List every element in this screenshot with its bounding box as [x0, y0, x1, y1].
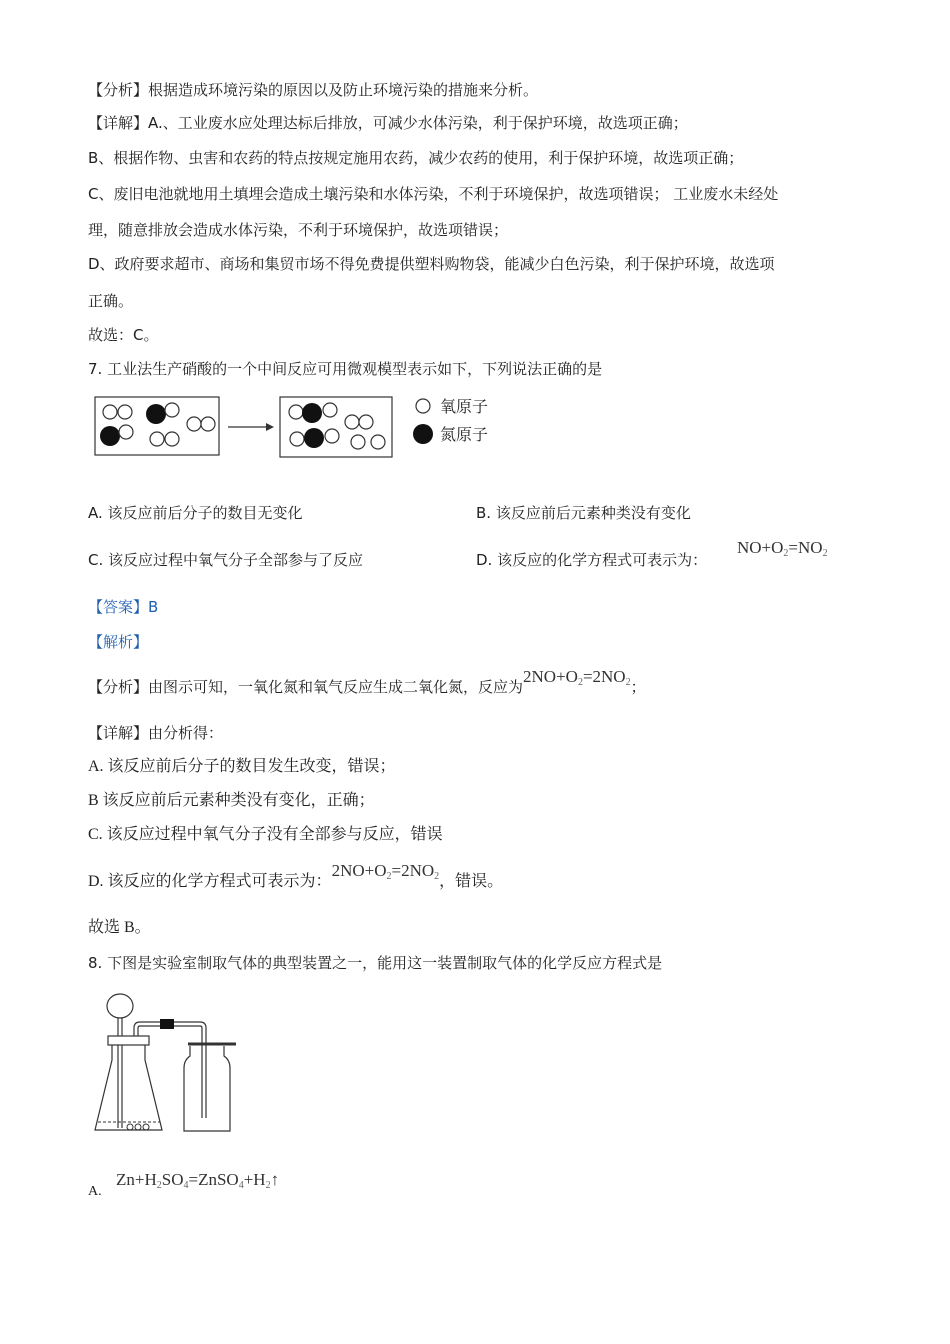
analysis-d-line2: 正确。 [88, 292, 134, 310]
q8-option-a-formula: $Zn+H_2SO_4=ZnSO_4+H_2↑$ [116, 1170, 280, 1191]
analysis-b: B、根据作物、虫害和农药的特点按规定施用农药，减少农药的使用，利于保护环境，故选项正确； [88, 149, 744, 167]
q7-fenxi: 【分析】由图示可知，一氧化氮和氧气反应生成二氧化氮，反应为$2NO+O_2=2NO_2$； [88, 667, 646, 696]
q7-detail-b: B 该反应前后元素种类没有变化，正确； [88, 792, 375, 809]
q7-detail-d: D. 该反应的化学方程式可表示为：$2NO+O_2=2NO_2$，错误。 [88, 861, 504, 890]
legend-oxygen-symbol [416, 399, 430, 413]
q8-option-a-label: A. [88, 1184, 102, 1199]
q7-answer-label: 【答案】B [88, 598, 159, 616]
q7-detail-d-formula: $2NO+O_2=2NO_2$ [331, 861, 440, 882]
gas-apparatus-diagram [90, 988, 240, 1140]
q7-stem: 7. 工业法生产硝酸的一个中间反应可用微观模型表示如下，下列说法正确的是 [88, 360, 603, 378]
q7-xiangjie: 【详解】由分析得： [88, 724, 224, 742]
q7-option-d-formula: $NO+O_2=NO_2$ [737, 538, 828, 559]
q7-detail-c: C. 该反应过程中氧气分子没有全部参与反应，错误 [88, 826, 443, 843]
analysis-fenxi: 【分析】根据造成环境污染的原因以及防止环境污染的措施来分析。 [88, 81, 539, 99]
analysis-c-line2: 理，随意排放会造成水体污染，不利于环境保护，故选项错误； [88, 221, 509, 239]
q7-option-a: A. 该反应前后分子的数目无变化 [88, 504, 303, 522]
analysis-c-line1: C、废旧电池就地用土填埋会造成土壤污染和水体污染，不利于环境保护，故选项错误； 工业废水未经处 [88, 185, 779, 203]
q7-option-c: C. 该反应过程中氧气分子全部参与了反应 [88, 551, 364, 569]
q8-stem: 8. 下图是实验室制取气体的典型装置之一，能用这一装置制取气体的化学反应方程式是 [88, 954, 663, 972]
q7-option-b: B. 该反应前后元素种类没有变化 [476, 504, 691, 522]
q7-jiexi-label: 【解析】 [88, 633, 149, 651]
legend-oxygen-label: 氧原子 [440, 397, 489, 416]
q7-detail-a: A. 该反应前后分子的数目发生改变，错误； [88, 758, 396, 775]
legend-nitrogen-symbol [413, 424, 433, 444]
analysis-answer: 故选：C。 [88, 326, 159, 344]
legend-nitrogen-label: 氮原子 [440, 425, 489, 444]
q7-answer: 故选 B。 [88, 919, 151, 936]
q7-option-d: D. 该反应的化学方程式可表示为： [476, 551, 708, 569]
q7-fenxi-formula: $2NO+O_2=2NO_2$ [523, 667, 631, 688]
analysis-d-line1: D、政府要求超市、商场和集贸市场不得免费提供塑料购物袋，能减少白色污染，利于保护环境，故选项 [88, 255, 775, 273]
analysis-xiangjie-a: 【详解】A.、工业废水应处理达标后排放，可减少水体污染，利于保护环境，故选项正确； [88, 114, 688, 132]
